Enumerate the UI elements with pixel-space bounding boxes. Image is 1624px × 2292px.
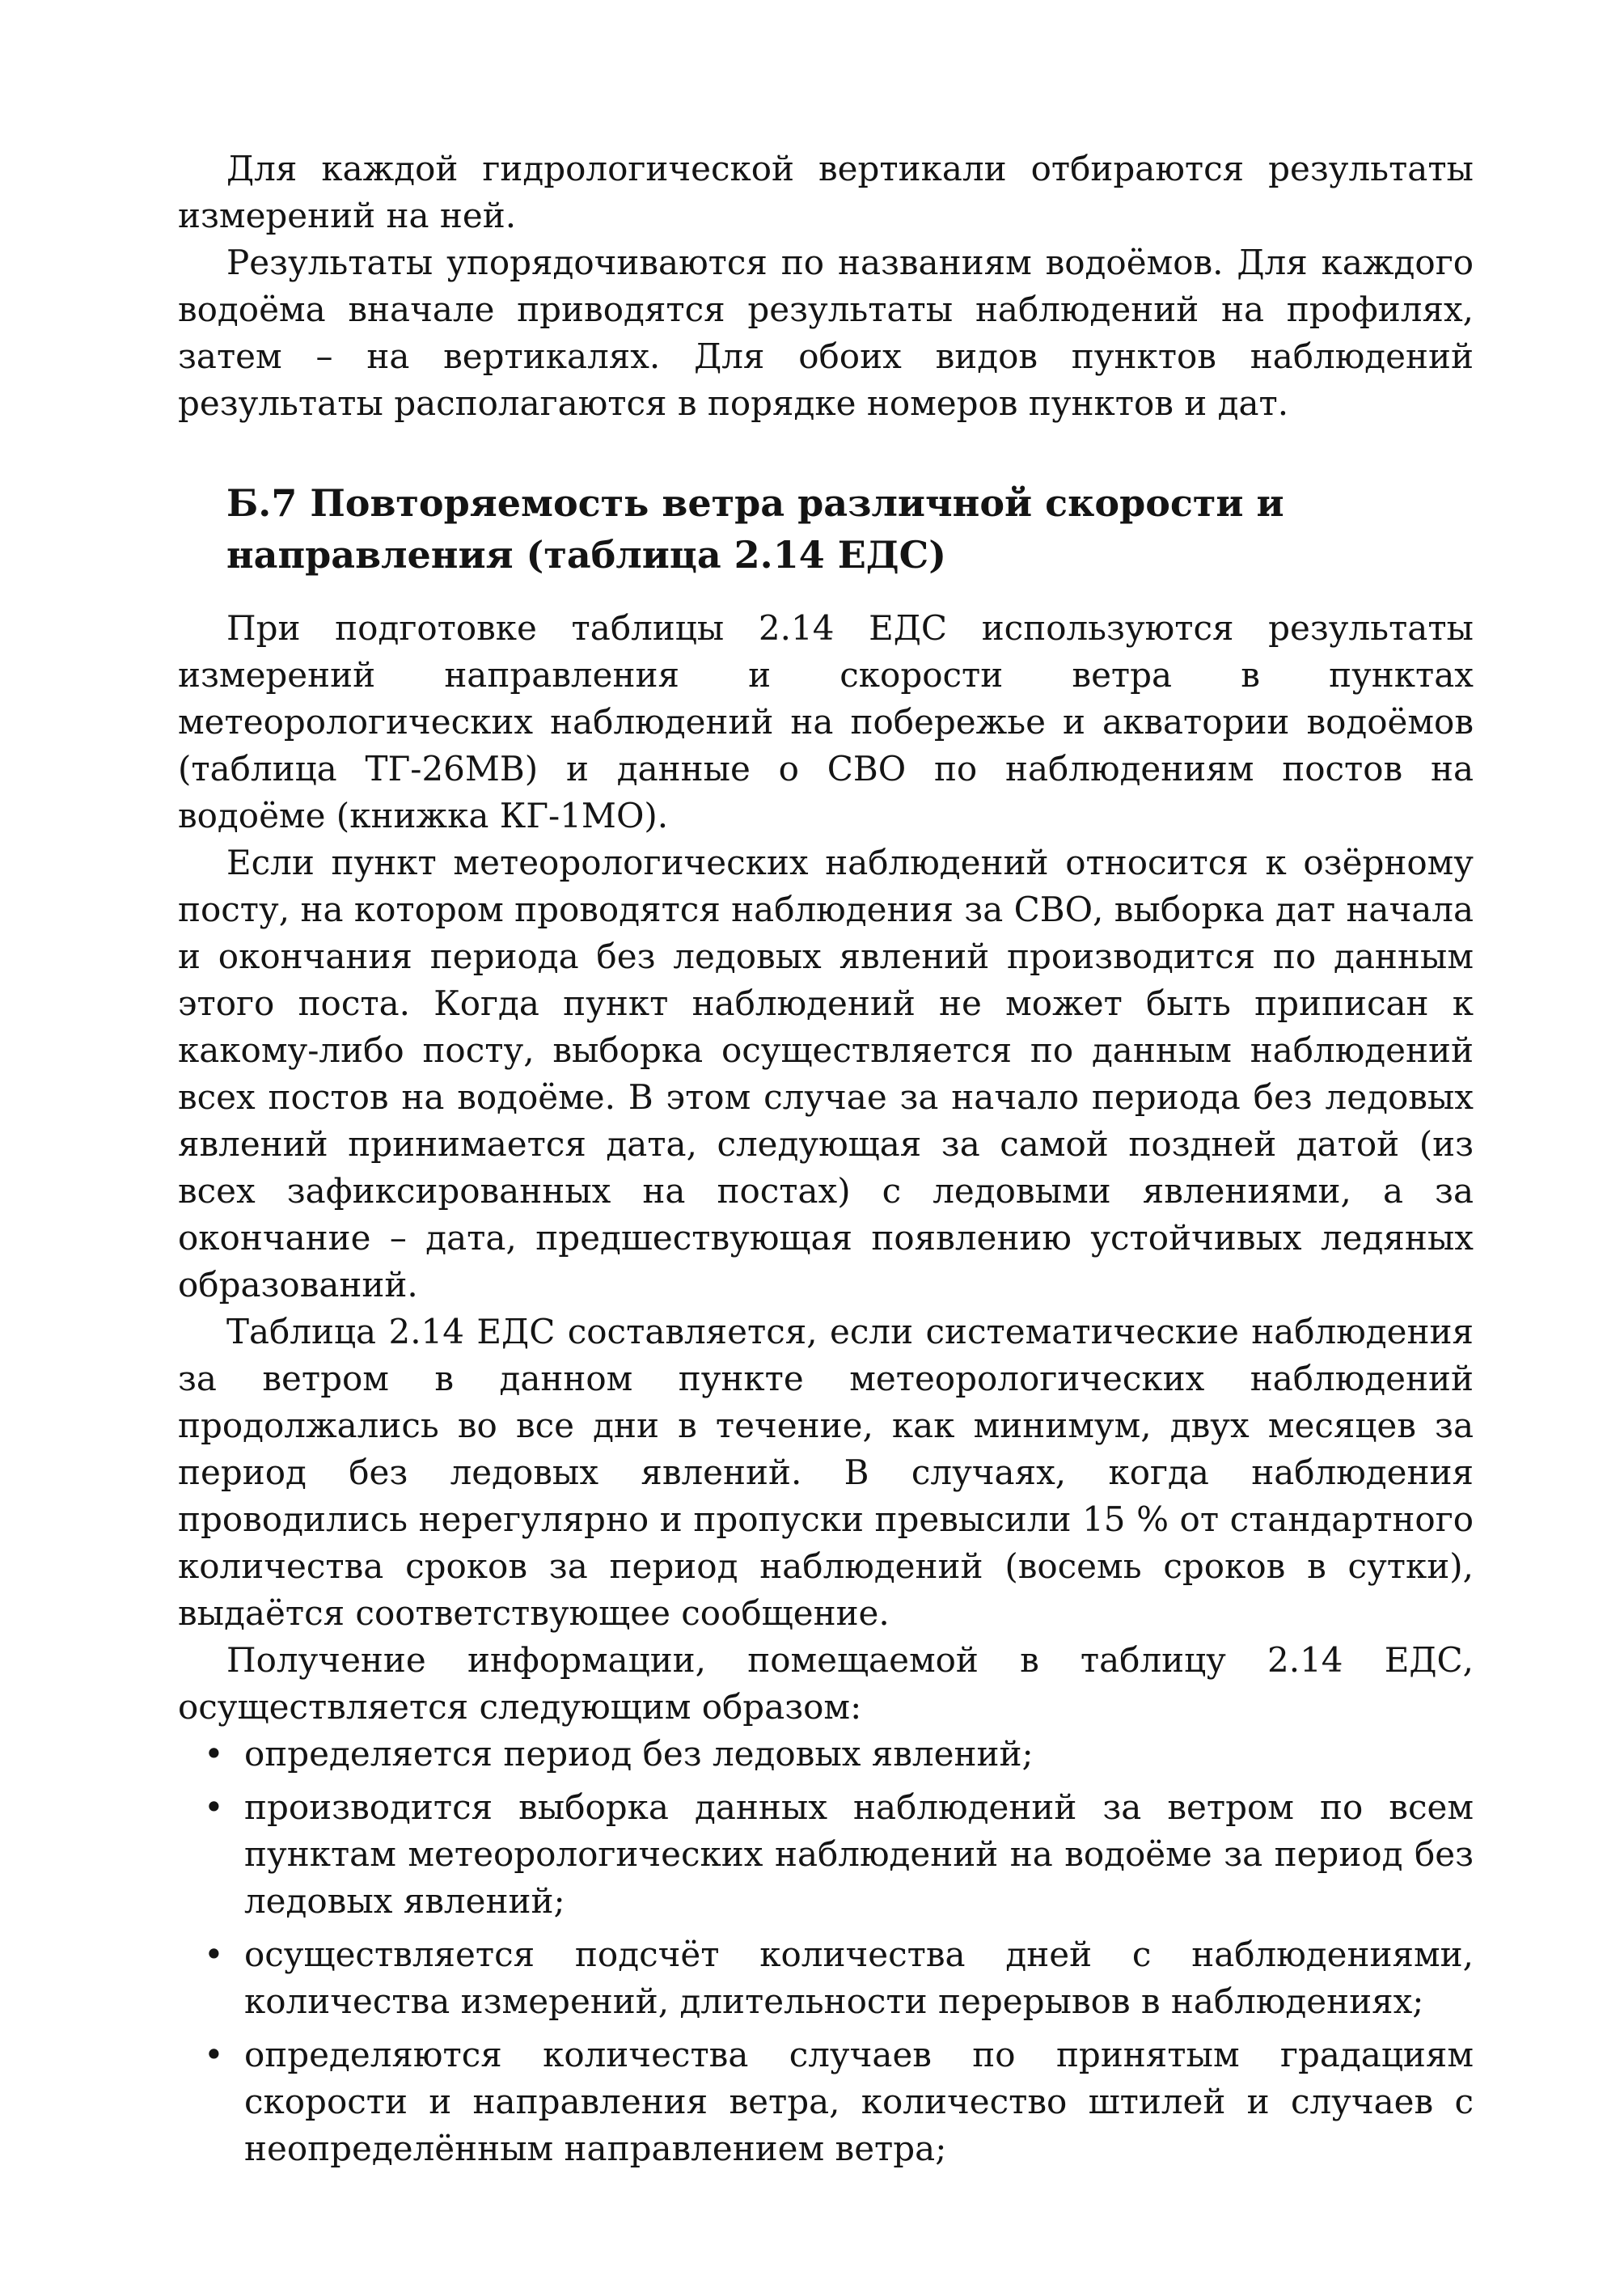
paragraph: Таблица 2.14 ЕДС составляется, если систематические наблюдения за ветром в данном пункте метеорологических наблюдений продолжались во все дни в течение, как минимум, двух месяцев за период без ледовых явлений. В случаях, когда наблюдения проводились нерегулярно и пропуски превысили 15 % от стандартного количества сроков за период наблюдений (восемь сроков в сутки), выдаётся соответствующее сообщение. [178, 1312, 1474, 1633]
document-page [178, 146, 1474, 2179]
bullet-icon: • [204, 1935, 224, 1974]
bullet-icon: • [204, 1734, 224, 1774]
bullet-list [178, 1731, 1474, 2172]
list-item-text: определяются количества случаев по принятым градациям скорости и направления ветра, количество штилей и случаев с неопределённым направлением ветра; [244, 2035, 1474, 2168]
bullet-icon: • [204, 1787, 224, 1827]
section-heading: Б.7 Повторяемость ветра различной скорости и направления (таблица 2.14 ЕДС) [226, 481, 1284, 577]
paragraph: Получение информации, помещаемой в таблицу 2.14 ЕДС, осуществляется следующим образом: [178, 1640, 1474, 1727]
list-item-text: осуществляется подсчёт количества дней с наблюдениями, количества измерений, длительности перерывов в наблюдениях; [244, 1935, 1474, 2021]
list-item-text: производится выборка данных наблюдений за ветром по всем пунктам метеорологических наблюдений на водоёме за период без ледовых явлений; [244, 1787, 1474, 1921]
list-item-text: определяется период без ледовых явлений; [244, 1734, 1034, 1774]
list-item [178, 1931, 1474, 2025]
paragraph: Для каждой гидрологической вертикали отбираются результаты измерений на ней. [178, 149, 1474, 235]
paragraph: Результаты упорядочиваются по названиям водоёмов. Для каждого водоёма вначале приводятся результаты наблюдений на профилях, затем – на вертикалях. Для обоих видов пунктов наблюдений результаты располагаются в порядке номеров пунктов и дат. [178, 243, 1474, 423]
paragraph: При подготовке таблицы 2.14 ЕДС используются результаты измерений направления и скорости ветра в пунктах метеорологических наблюдений на побережье и акватории водоёмов (таблица ТГ-26МВ) и данные о СВО по наблюдениям постов на водоёме (книжка КГ-1МО). [178, 608, 1474, 835]
paragraph: Если пункт метеорологических наблюдений относится к озёрному посту, на котором проводятся наблюдения за СВО, выборка дат начала и окончания периода без ледовых явлений производится по данным этого поста. Когда пункт наблюдений не может быть приписан к какому-либо посту, выборка осуществляется по данным наблюдений всех постов на водоёме. В этом случае за начало периода без ледовых явлений принимается дата, следующая за самой поздней датой (из всех зафиксированных на постах) с ледовыми явлениями, а за окончание – дата, предшествующая появлению устойчивых ледяных образований. [178, 843, 1474, 1305]
list-item [178, 1784, 1474, 1925]
list-item [178, 1731, 1474, 1778]
bullet-icon: • [204, 2035, 224, 2074]
list-item [178, 2032, 1474, 2172]
